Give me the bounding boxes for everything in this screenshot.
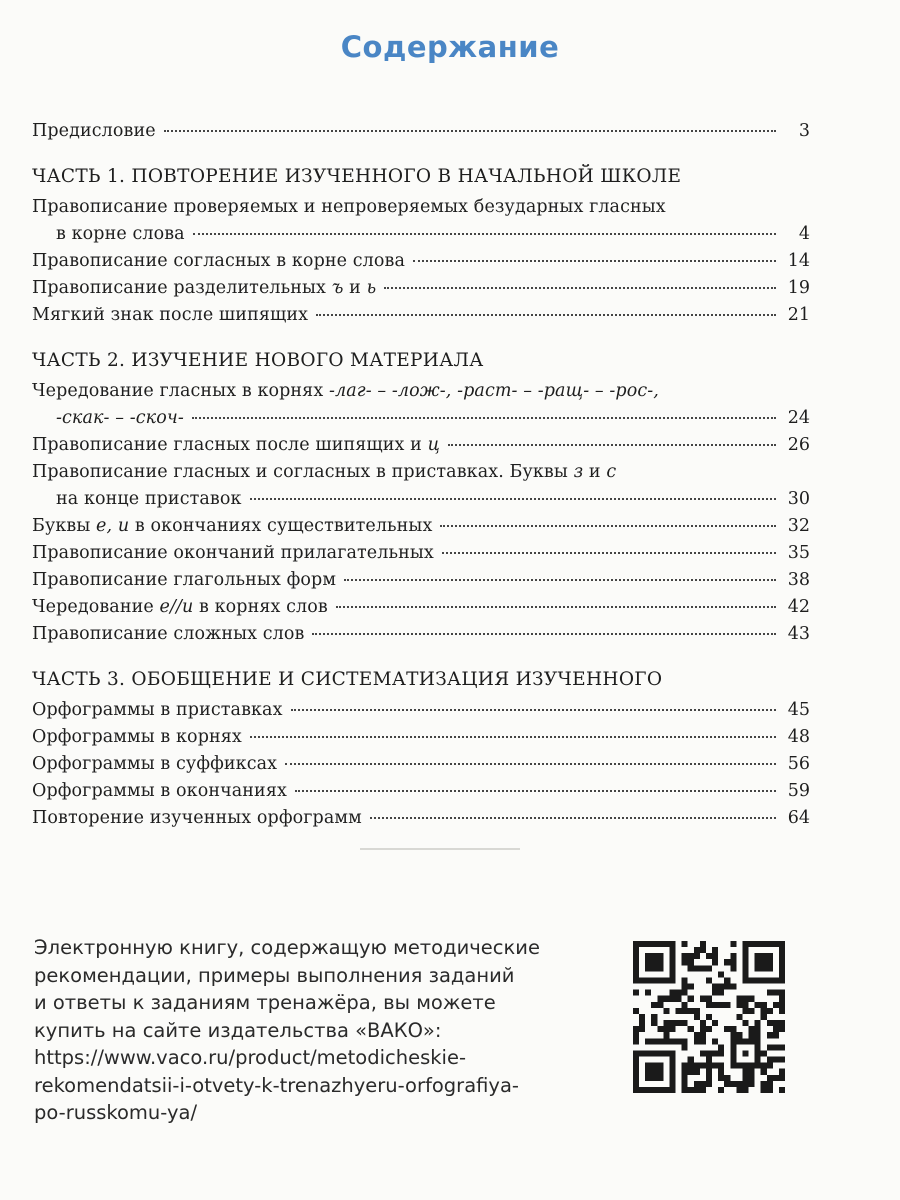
toc-entry-text-part: и [583,462,607,482]
toc-entry-verb-forms[interactable] [32,567,810,594]
dot-leader [291,709,776,711]
page-number: 19 [787,278,810,298]
toc-entry-e-i-alternation[interactable] [32,594,810,621]
toc-entry-suffix-spellings[interactable] [32,751,810,778]
toc-entry-soft-sign[interactable] [32,302,810,329]
toc-entry-text-part: в окончаниях существительных [129,516,433,536]
toc-entry-text-part: Правописание гласных и согласных в приставках. Буквы [32,462,574,482]
dot-leader [316,314,776,316]
page-number: 56 [787,754,810,774]
promo-line: Электронную книгу, содержащую методические [34,936,540,959]
toc-entry-text: Повторение изученных орфограмм [32,808,362,828]
dot-leader [192,417,776,419]
toc-entry-text: Правописание окончаний прилагательных [32,543,434,563]
toc-entry-text [32,459,810,486]
dot-leader [312,633,776,635]
dot-leader [384,287,776,289]
dot-leader [448,444,776,446]
toc-entry-preface[interactable] [32,118,810,145]
toc-entry-text-part: Правописание разделительных [32,278,332,298]
toc-entry-review[interactable] [32,805,810,832]
toc-entry-text-part: Правописание гласных после шипящих и [32,435,428,455]
dot-leader [193,233,776,235]
part-2-heading: ЧАСТЬ 2. ИЗУЧЕНИЕ НОВОГО МАТЕРИАЛА [32,350,484,371]
dot-leader [442,552,776,554]
toc-entry-prefixes[interactable] [32,486,810,513]
page-number: 21 [787,305,810,325]
toc-entry-text: Орфограммы в окончаниях [32,781,287,801]
dot-leader [250,736,776,738]
toc-entry-vowels-after-sibilants[interactable] [32,432,810,459]
promo-line: и ответы к заданиям тренажёра, вы можете [34,991,496,1014]
toc-entry-text [32,378,810,405]
dot-leader [344,579,776,581]
italic-letter: ъ [331,278,344,298]
toc-entry-text: Орфограммы в суффиксах [32,754,278,774]
page-number: 35 [787,543,810,563]
part-3-heading: ЧАСТЬ 3. ОБОБЩЕНИЕ И СИСТЕМАТИЗАЦИЯ ИЗУЧЕННОГО [32,669,663,690]
italic-letter: с [606,462,617,482]
toc-entry-compound-words[interactable] [32,621,810,648]
page-title: Содержание [340,30,560,64]
dot-leader [285,763,776,765]
toc-entry-prefix-spellings[interactable] [32,697,810,724]
toc-entry-separating-signs[interactable] [32,275,810,302]
promo-link[interactable]: rekomendatsii-i-otvety-k-trenazhyeru-orfografiya- [34,1073,519,1097]
italic-letter: ь [366,278,377,298]
divider [360,848,520,850]
toc-entry-text-part: и [343,278,367,298]
toc-entry-text: Правописание глагольных форм [32,570,337,590]
page-number: 3 [798,121,810,141]
page-number: 64 [787,808,810,828]
dot-leader [336,606,776,608]
dot-leader [370,817,776,819]
dot-leader [295,790,776,792]
toc-entry-consonants-root[interactable] [32,248,810,275]
italic-roots: -скак- – -скоч- [56,408,184,428]
page-number: 45 [787,700,810,720]
page-number: 43 [787,624,810,644]
page-number: 14 [787,251,810,271]
toc-entry-text: Предисловие [32,121,156,141]
toc-entry-text: Орфограммы в корнях [32,727,242,747]
table-of-contents [32,112,810,832]
toc-entry-text-part: в корнях слов [193,597,328,617]
toc-entry-text: Орфограммы в приставках [32,700,283,720]
toc-entry-text: в корне слова [56,224,185,244]
page-number: 30 [787,489,810,509]
dot-leader [250,498,776,500]
dot-leader [440,525,776,527]
toc-entry-text: Мягкий знак после шипящих [32,305,309,325]
toc-entry-text [32,275,376,302]
toc-entry-text [32,594,328,621]
toc-entry-ending-spellings[interactable] [32,778,810,805]
italic-roots: -лаг- – -лож-, -раст- – -ращ- – -рос-, [328,381,659,401]
toc-entry-text [32,432,440,459]
page-number: 4 [798,224,810,244]
toc-entry-text: Правописание сложных слов [32,624,305,644]
dot-leader [413,260,776,262]
toc-entry-text-part: Буквы [32,516,97,536]
promo-line: рекомендации, примеры выполнения заданий [34,963,515,987]
toc-entry-text-part: Чередование [32,597,160,617]
italic-letter: е, и [96,516,130,536]
toc-entry-noun-endings[interactable] [32,513,810,540]
toc-entry-text-part: Чередование гласных в корнях [32,381,329,401]
toc-entry-vowel-alternation[interactable] [32,405,810,432]
page-number: 26 [787,435,810,455]
toc-entry-text: на конце приставок [56,489,242,509]
italic-letter: з [573,462,584,482]
toc-entry-unstressed-vowels[interactable] [32,221,810,248]
toc-entry-text: Правописание согласных в корне слова [32,251,405,271]
page-number: 59 [787,781,810,801]
page-number: 32 [787,516,810,536]
italic-letter: ц [427,435,440,455]
toc-entry-adjective-endings[interactable] [32,540,810,567]
page-number: 24 [787,408,810,428]
qr-code-icon[interactable] [633,941,785,1093]
page-number: 42 [787,597,810,617]
dot-leader [164,130,776,132]
ebook-promo [34,934,614,1127]
part-1-heading: ЧАСТЬ 1. ПОВТОРЕНИЕ ИЗУЧЕННОГО В НАЧАЛЬНОЙ ШКОЛЕ [32,166,682,187]
toc-entry-root-spellings[interactable] [32,724,810,751]
promo-line: купить на сайте издательства «ВАКО»: [34,1018,442,1042]
promo-link[interactable]: https://www.vaco.ru/product/metodicheskie- [34,1046,467,1069]
toc-entry-text: Правописание проверяемых и непроверяемых безударных гласных [32,197,666,217]
italic-letter: е//и [159,597,194,617]
toc-entry-text [56,405,184,432]
page-number: 48 [787,727,810,747]
toc-entry-text [32,513,432,540]
page-number: 38 [787,570,810,590]
promo-link[interactable]: po-russkomu-ya/ [34,1101,198,1124]
